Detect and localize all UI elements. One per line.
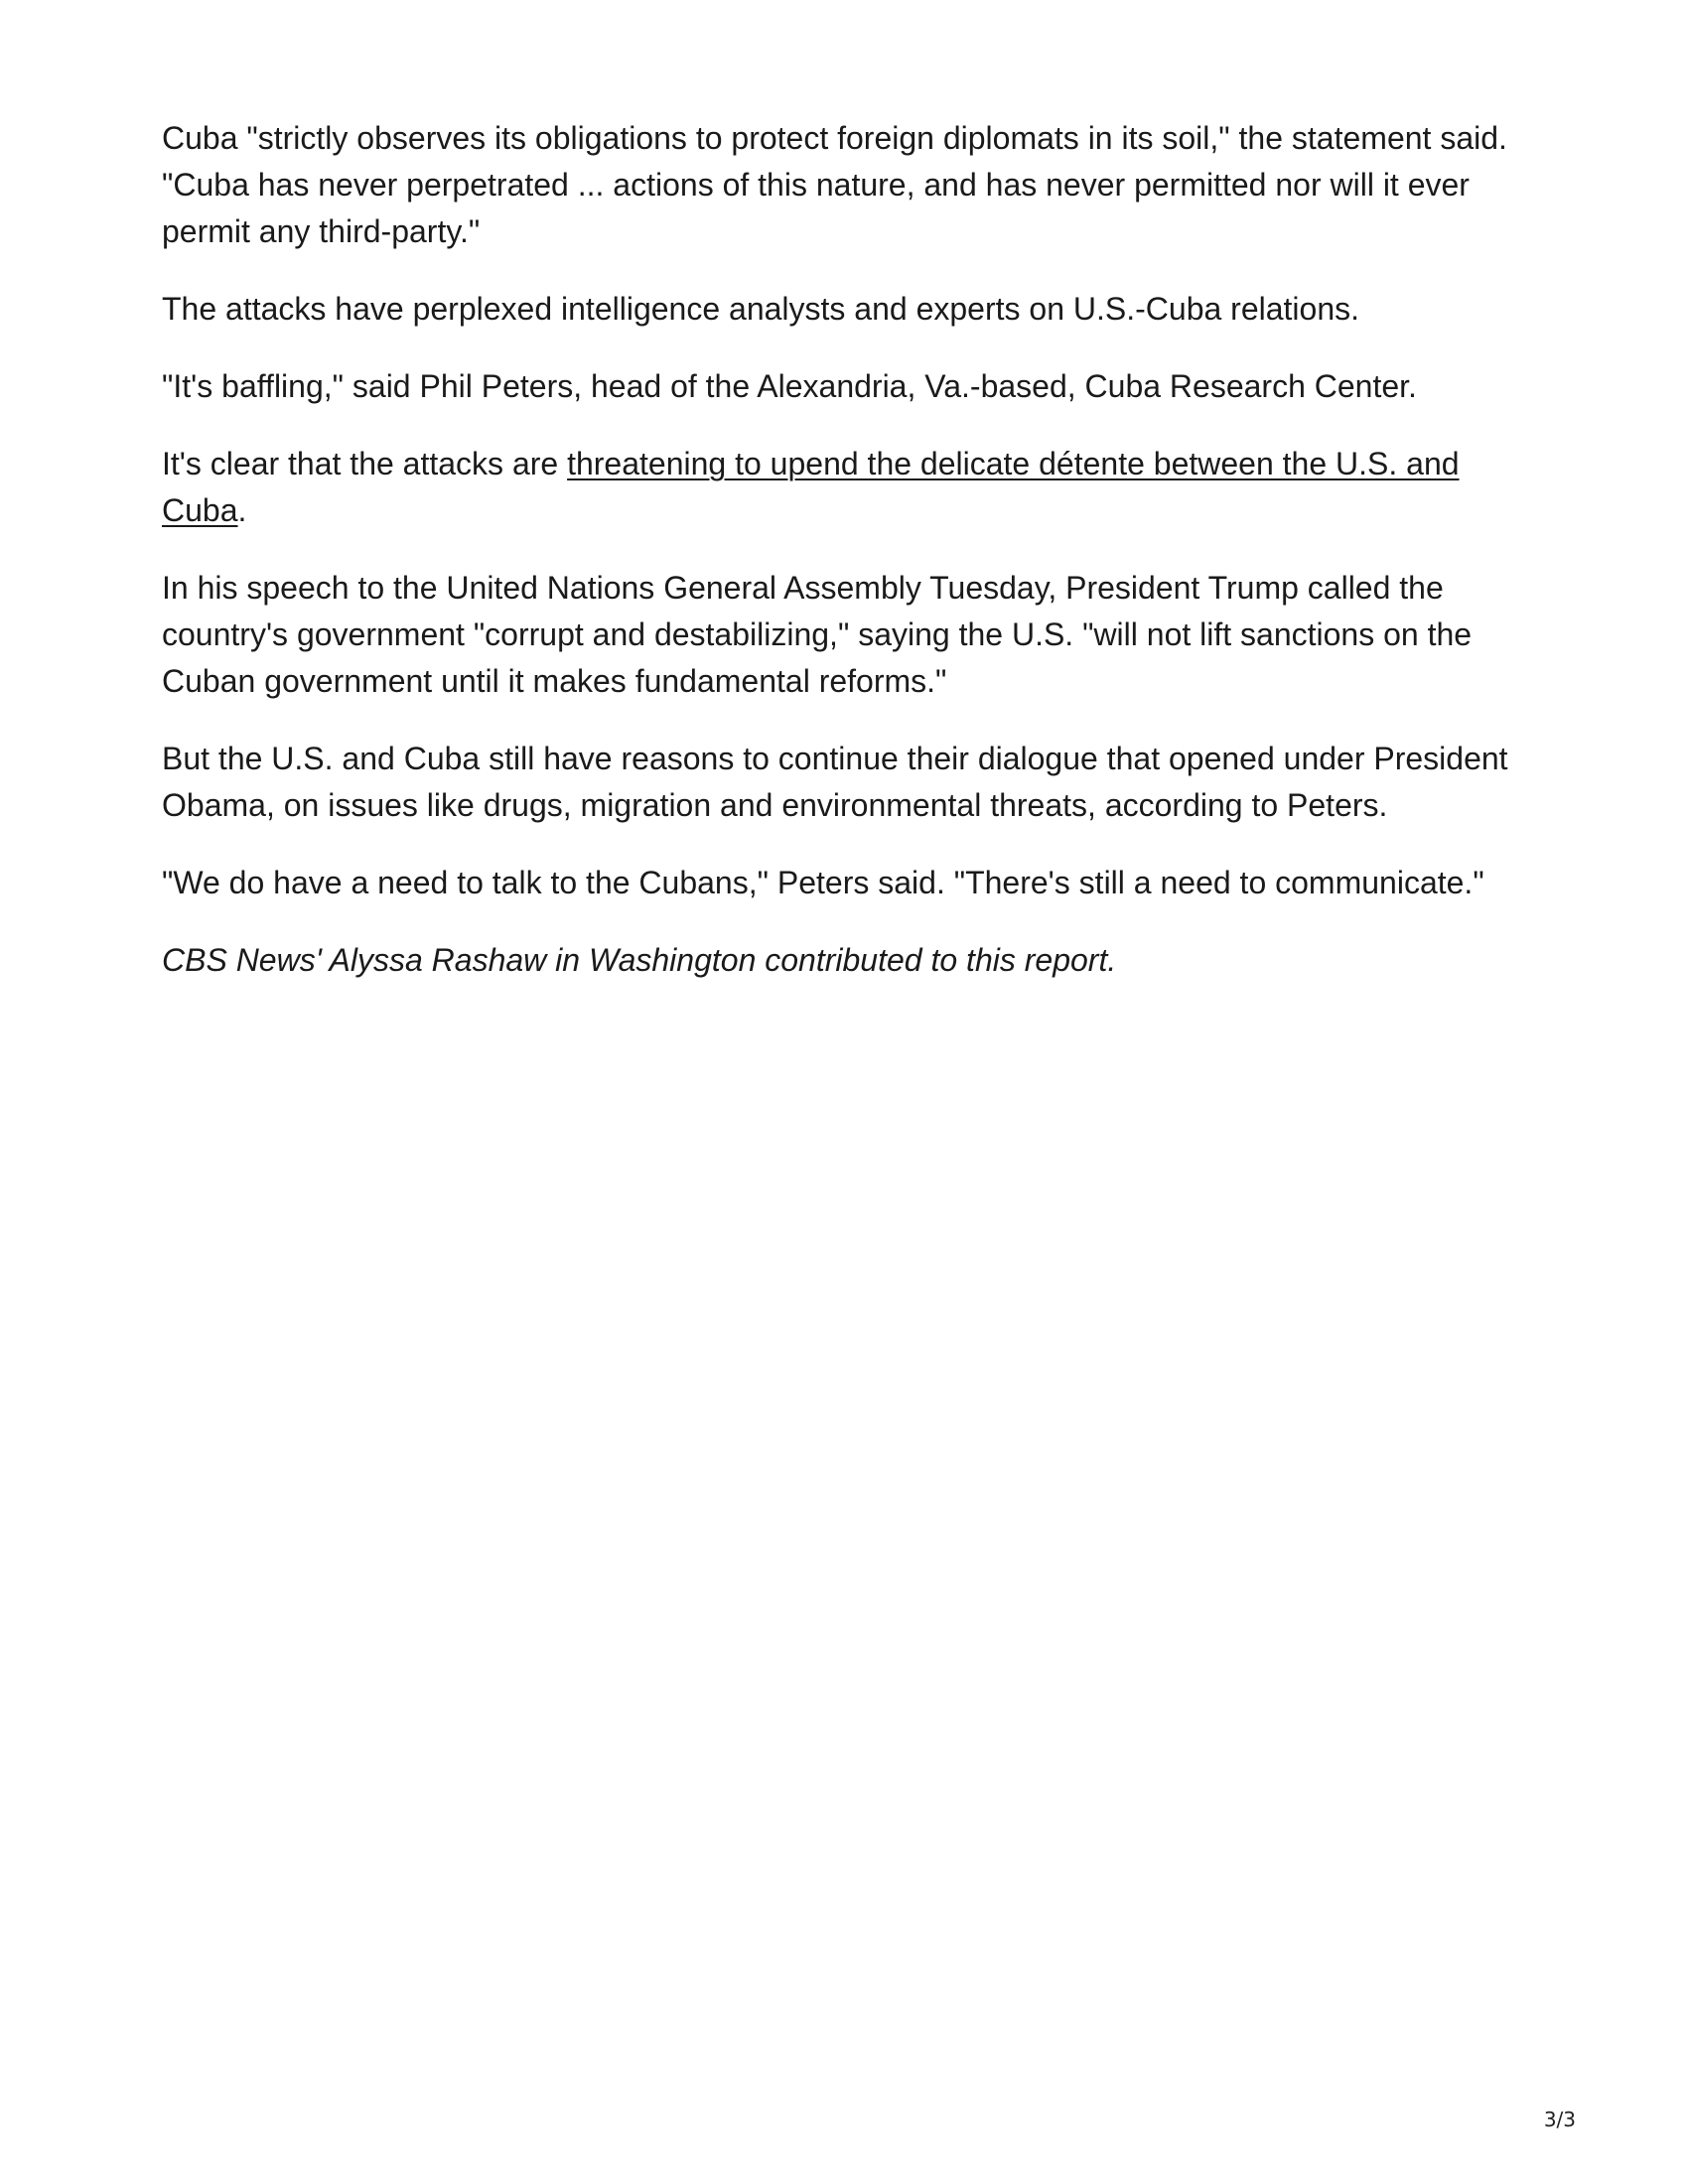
detente-trailing-text: .: [237, 492, 247, 528]
detente-article-link[interactable]: threatening to upend the delicate détente between the U.S. and Cuba: [162, 446, 1460, 528]
paragraph-un-speech: In his speech to the United Nations General Assembly Tuesday, President Trump called the country's government "corrupt and destabilizing," saying the U.S. "will not lift sanctions on the Cuban government until it makes fundamental reforms.": [162, 570, 1473, 699]
contributor-credit: CBS News' Alyssa Rashaw in Washington contributed to this report.: [162, 942, 1117, 978]
paragraph-attacks-perplexed: The attacks have perplexed intelligence analysts and experts on U.S.-Cuba relations.: [162, 291, 1360, 327]
paragraph-need-to-talk: "We do have a need to talk to the Cubans," Peters said. "There's still a need to communicate.": [162, 865, 1484, 900]
paragraph-detente: [162, 441, 1532, 534]
paragraph-dialogue-reasons: But the U.S. and Cuba still have reasons to continue their dialogue that opened under President Obama, on issues like drugs, migration and environmental threats, according to Peters.: [162, 741, 1508, 823]
article-body: [162, 115, 1532, 1015]
paragraph-statement-quote: Cuba "strictly observes its obligations to protect foreign diplomats in its soil," the statement said. "Cuba has never perpetrated ... actions of this nature, and has never permitted nor will it ever permit any third-party.": [162, 120, 1507, 249]
paragraph-peters-quote: "It's baffling," said Phil Peters, head of the Alexandria, Va.-based, Cuba Research Center.: [162, 368, 1417, 404]
detente-lead-text: It's clear that the attacks are: [162, 446, 568, 481]
page-number: 3/3: [1543, 2108, 1576, 2131]
